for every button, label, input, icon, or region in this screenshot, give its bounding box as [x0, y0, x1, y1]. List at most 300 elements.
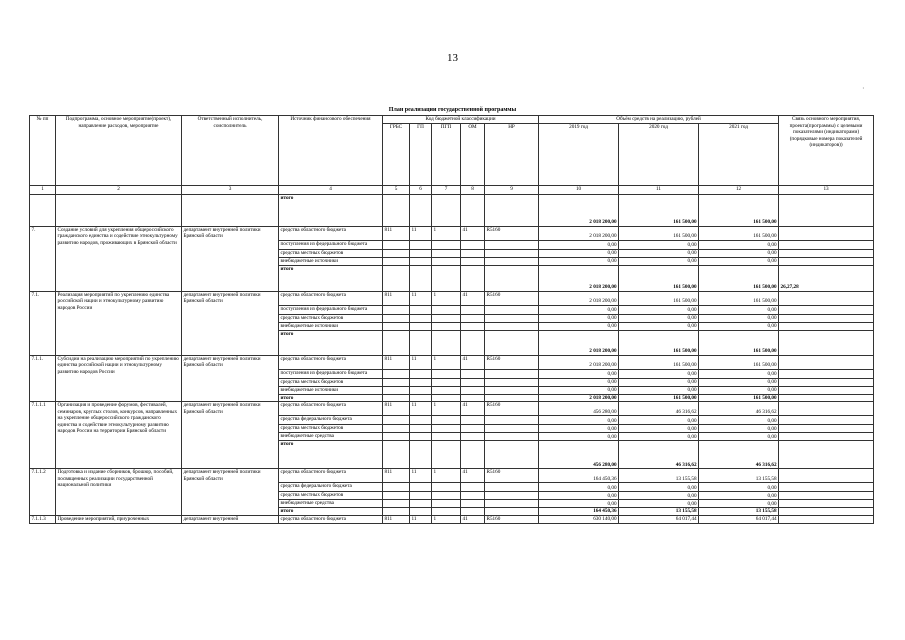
- kbk-grbs: [383, 314, 410, 322]
- indicator-link: [779, 402, 874, 416]
- total-label: итого: [279, 441, 383, 469]
- kbk-gp: [410, 425, 432, 433]
- kbk-np: [485, 425, 539, 433]
- kbk-grbs: [383, 378, 410, 386]
- value-2020: 0,00: [619, 386, 699, 394]
- value-2019: 0,00: [539, 249, 619, 257]
- page-number: 13: [447, 52, 458, 64]
- kbk-gp: 11: [410, 402, 432, 416]
- kbk-empty: [432, 330, 461, 355]
- kbk-empty: [432, 441, 461, 469]
- kbk-np: R5160: [485, 291, 539, 305]
- kbk-grbs: [383, 240, 410, 249]
- measure-name: Подготовка и издание сборников, брошюр, пособий, посвященных реализации государственной национальной политики: [56, 469, 182, 516]
- funding-source: средства федерального бюджета: [279, 483, 383, 492]
- indicator-link: 26,27,28: [779, 265, 874, 291]
- kbk-gp: [410, 416, 432, 425]
- kbk-pgp: [432, 492, 461, 500]
- kbk-pgp: [432, 257, 461, 265]
- kbk-grbs: 811: [383, 291, 410, 305]
- total-2020: 13 155,58: [619, 508, 699, 516]
- header-source: Источник финансового обеспечения: [279, 116, 383, 186]
- value-2020: 0,00: [619, 433, 699, 441]
- column-number: 3: [182, 185, 279, 194]
- value-2020: 0,00: [619, 492, 699, 500]
- value-2020: 0,00: [619, 240, 699, 249]
- kbk-gp: [410, 492, 432, 500]
- kbk-om: 41: [461, 291, 485, 305]
- value-2020: 0,00: [619, 322, 699, 330]
- kbk-om: [461, 416, 485, 425]
- value-2020: 0,00: [619, 369, 699, 378]
- column-number: 9: [485, 185, 539, 194]
- funding-source: средства областного бюджета: [279, 226, 383, 240]
- kbk-empty: [485, 265, 539, 291]
- kbk-om: 41: [461, 226, 485, 240]
- kbk-gp: [410, 240, 432, 249]
- kbk-pgp: 1: [432, 226, 461, 240]
- value-2021: 0,00: [699, 322, 779, 330]
- kbk-om: [461, 386, 485, 394]
- value-2020: 46 316,62: [619, 402, 699, 416]
- table-row: [30, 291, 874, 305]
- row-number: 7.: [30, 226, 56, 291]
- indicator-link: [779, 369, 874, 378]
- measure-name: Создание условий для укрепления общероссийского гражданского единства и содействие этнокультурному развитию народов, проживающих в Брянской области: [56, 226, 182, 291]
- value-2021: 13 155,58: [699, 469, 779, 483]
- value-2019: 0,00: [539, 416, 619, 425]
- kbk-empty: [410, 441, 432, 469]
- kbk-om: [461, 257, 485, 265]
- value-2019: 164 450,36: [539, 469, 619, 483]
- funding-source: средства областного бюджета: [279, 469, 383, 483]
- kbk-empty: [432, 394, 461, 402]
- total-label: итого: [279, 508, 383, 516]
- responsible-executor: департамент внутренней политики Брянской области: [182, 469, 279, 516]
- kbk-np: R5160: [485, 402, 539, 416]
- total-2020: 161 500,00: [619, 330, 699, 355]
- value-2020: 0,00: [619, 378, 699, 386]
- header-volume-group: Объём средств на реализацию, рублей: [539, 116, 779, 124]
- measure-name: Организация и проведение форумов, фестивалей, семинаров, круглых столов, конкурсов, направленных на укрепление общероссийского гражданского единства и содействие этнокультурному развитию народов России на территории Брянской области: [56, 402, 182, 469]
- kbk-np: [485, 369, 539, 378]
- funding-source: средства местных бюджетов: [279, 492, 383, 500]
- kbk-grbs: [383, 249, 410, 257]
- total-2019: 2 018 200,00: [539, 265, 619, 291]
- funding-source: внебюджетные средства: [279, 500, 383, 508]
- kbk-np: R5160: [485, 355, 539, 369]
- indicator-link: [779, 240, 874, 249]
- value-2021: 0,00: [699, 386, 779, 394]
- kbk-grbs: [383, 322, 410, 330]
- header-np: НР: [485, 123, 539, 185]
- funding-source: средства областного бюджета: [279, 291, 383, 305]
- kbk-om: [461, 483, 485, 492]
- column-number: 1: [30, 185, 56, 194]
- kbk-pgp: 1: [432, 469, 461, 483]
- column-number: 12: [699, 185, 779, 194]
- total-2019: 2 018 200,00: [539, 194, 619, 226]
- kbk-np: [485, 305, 539, 314]
- responsible-executor: департамент внутренней политики Брянской области: [182, 402, 279, 469]
- column-number: 13: [779, 185, 874, 194]
- kbk-empty: [383, 330, 410, 355]
- kbk-np: [485, 378, 539, 386]
- column-number: 5: [383, 185, 410, 194]
- kbk-gp: [410, 314, 432, 322]
- kbk-empty: [383, 394, 410, 402]
- kbk-np: [485, 416, 539, 425]
- last-row-np: R5160: [485, 515, 539, 523]
- kbk-empty: [461, 330, 485, 355]
- indicator-link: [779, 433, 874, 441]
- table-row: [30, 469, 874, 483]
- value-2019: 2 018 200,00: [539, 355, 619, 369]
- indicator-link: [779, 386, 874, 394]
- indicator-link: [779, 330, 874, 355]
- kbk-grbs: [383, 305, 410, 314]
- kbk-empty: [461, 441, 485, 469]
- header-2021: 2021 год: [699, 123, 779, 185]
- total-2019: 2 018 200,00: [539, 394, 619, 402]
- header-link: Связь основного мероприятия, проекта(программы) с целевыми показателями (индикаторами) (порядковые номера показателей (индикаторов)): [779, 116, 874, 186]
- kbk-gp: 11: [410, 355, 432, 369]
- kbk-empty: [432, 265, 461, 291]
- kbk-gp: [410, 369, 432, 378]
- kbk-gp: [410, 249, 432, 257]
- indicator-link: [779, 483, 874, 492]
- funding-source: средства местных бюджетов: [279, 314, 383, 322]
- kbk-empty: [432, 508, 461, 516]
- kbk-pgp: 1: [432, 291, 461, 305]
- total-2021: 161 500,00: [699, 330, 779, 355]
- last-row-pgp: 1: [432, 515, 461, 523]
- kbk-grbs: [383, 425, 410, 433]
- indicator-link: [779, 492, 874, 500]
- margin-mark: ·: [862, 84, 865, 93]
- value-2021: 0,00: [699, 378, 779, 386]
- last-row-v2021: 64 017,44: [699, 515, 779, 523]
- total-2021: 161 500,00: [699, 194, 779, 226]
- total-2021: 13 155,58: [699, 508, 779, 516]
- last-row-gp: 11: [410, 515, 432, 523]
- kbk-om: [461, 378, 485, 386]
- kbk-gp: [410, 386, 432, 394]
- value-2020: 0,00: [619, 257, 699, 265]
- funding-source: внебюджетные источники: [279, 322, 383, 330]
- kbk-np: [485, 492, 539, 500]
- indicator-link: [779, 305, 874, 314]
- value-2021: 0,00: [699, 257, 779, 265]
- kbk-om: [461, 314, 485, 322]
- kbk-np: [485, 433, 539, 441]
- kbk-np: [485, 386, 539, 394]
- value-2019: 2 018 200,00: [539, 291, 619, 305]
- last-row-executor: департамент внутренней: [182, 515, 279, 523]
- kbk-np: [485, 500, 539, 508]
- header-kbk-group: Код бюджетной классификации: [383, 116, 539, 124]
- kbk-om: [461, 433, 485, 441]
- funding-source: внебюджетные источники: [279, 257, 383, 265]
- kbk-np: [485, 322, 539, 330]
- value-2020: 0,00: [619, 314, 699, 322]
- total-2020: 161 500,00: [619, 394, 699, 402]
- value-2019: 2 018 200,00: [539, 226, 619, 240]
- responsible-executor: департамент внутренней политики Брянской области: [182, 355, 279, 402]
- value-2020: 0,00: [619, 416, 699, 425]
- indicator-link: [779, 355, 874, 369]
- kbk-np: [485, 314, 539, 322]
- indicator-link: [779, 416, 874, 425]
- responsible-executor: департамент внутренней политики Брянской области: [182, 226, 279, 291]
- kbk-grbs: 811: [383, 226, 410, 240]
- kbk-empty: [410, 265, 432, 291]
- kbk-pgp: [432, 314, 461, 322]
- indicator-link: [779, 249, 874, 257]
- table-row: [30, 355, 874, 369]
- column-number: 7: [432, 185, 461, 194]
- indicator-link: [779, 257, 874, 265]
- row-number: 7.1.: [30, 291, 56, 355]
- funding-source: средства областного бюджета: [279, 355, 383, 369]
- kbk-om: [461, 322, 485, 330]
- header-2020: 2020 год: [619, 123, 699, 185]
- kbk-empty: [383, 441, 410, 469]
- kbk-pgp: [432, 240, 461, 249]
- kbk-grbs: [383, 369, 410, 378]
- funding-source: средства местных бюджетов: [279, 378, 383, 386]
- funding-source: внебюджетные источники: [279, 386, 383, 394]
- column-number: 11: [619, 185, 699, 194]
- kbk-empty: [485, 394, 539, 402]
- total-2021: 161 500,00: [699, 265, 779, 291]
- indicator-link: [779, 425, 874, 433]
- plan-title: План реализации государственной программы: [388, 107, 517, 113]
- column-number: 6: [410, 185, 432, 194]
- funding-source: средства федерального бюджета: [279, 416, 383, 425]
- row-number: 7.1.1.1: [30, 402, 56, 469]
- kbk-gp: 11: [410, 226, 432, 240]
- value-2021: 0,00: [699, 433, 779, 441]
- table-row: [30, 402, 874, 416]
- kbk-om: [461, 249, 485, 257]
- kbk-om: 41: [461, 355, 485, 369]
- kbk-np: [485, 240, 539, 249]
- value-2020: 0,00: [619, 305, 699, 314]
- kbk-pgp: [432, 483, 461, 492]
- kbk-grbs: [383, 483, 410, 492]
- total-label: итого: [279, 265, 383, 291]
- kbk-pgp: 1: [432, 355, 461, 369]
- value-2020: 161 500,00: [619, 226, 699, 240]
- funding-source: внебюджетные средства: [279, 433, 383, 441]
- value-2021: 161 500,00: [699, 355, 779, 369]
- value-2020: 161 500,00: [619, 355, 699, 369]
- value-2021: 0,00: [699, 425, 779, 433]
- table-row: [30, 515, 874, 523]
- value-2021: 46 316,62: [699, 402, 779, 416]
- value-2019: 0,00: [539, 378, 619, 386]
- value-2019: 0,00: [539, 257, 619, 265]
- value-2019: 0,00: [539, 314, 619, 322]
- value-2020: 13 155,58: [619, 469, 699, 483]
- kbk-om: [461, 500, 485, 508]
- kbk-np: [485, 249, 539, 257]
- total-2020: 161 500,00: [619, 194, 699, 226]
- header-pgp: ПГП: [432, 123, 461, 185]
- kbk-om: 41: [461, 469, 485, 483]
- kbk-empty: [461, 394, 485, 402]
- header-2019: 2019 год: [539, 123, 619, 185]
- kbk-grbs: [383, 433, 410, 441]
- kbk-grbs: 811: [383, 402, 410, 416]
- kbk-pgp: 1: [432, 402, 461, 416]
- plan-table: [29, 115, 874, 524]
- kbk-pgp: [432, 386, 461, 394]
- value-2019: 0,00: [539, 425, 619, 433]
- kbk-pgp: [432, 425, 461, 433]
- kbk-om: [461, 369, 485, 378]
- header-grbs: ГРБС: [383, 123, 410, 185]
- total-2019: 2 018 200,00: [539, 330, 619, 355]
- kbk-gp: [410, 257, 432, 265]
- kbk-om: [461, 240, 485, 249]
- indicator-link: [779, 500, 874, 508]
- value-2019: 0,00: [539, 322, 619, 330]
- total-label: итого: [279, 394, 383, 402]
- kbk-pgp: [432, 416, 461, 425]
- indicator-link: [779, 322, 874, 330]
- row-number: 7.1.1.: [30, 355, 56, 402]
- indicator-link: [779, 394, 874, 402]
- column-number: 10: [539, 185, 619, 194]
- kbk-empty: [410, 330, 432, 355]
- last-row-v2020: 64 017,44: [619, 515, 699, 523]
- kbk-empty: [485, 330, 539, 355]
- kbk-grbs: 811: [383, 355, 410, 369]
- kbk-grbs: [383, 257, 410, 265]
- value-2019: 456 280,00: [539, 402, 619, 416]
- kbk-pgp: [432, 322, 461, 330]
- funding-source: средства местных бюджетов: [279, 249, 383, 257]
- total-2021: 161 500,00: [699, 394, 779, 402]
- column-number: 4: [279, 185, 383, 194]
- kbk-empty: [410, 508, 432, 516]
- kbk-np: [485, 257, 539, 265]
- kbk-pgp: [432, 378, 461, 386]
- value-2021: 0,00: [699, 240, 779, 249]
- value-2019: 0,00: [539, 305, 619, 314]
- table-row: [30, 226, 874, 240]
- total-2020: 46 316,62: [619, 441, 699, 469]
- kbk-empty: [383, 508, 410, 516]
- last-row-num: 7.1.1.3: [30, 515, 56, 523]
- value-2021: 161 500,00: [699, 291, 779, 305]
- total-2019: 164 450,36: [539, 508, 619, 516]
- responsible-executor: департамент внутренней политики Брянской области: [182, 291, 279, 355]
- last-row-name: Проведение мероприятий, приуроченных: [56, 515, 182, 523]
- last-row-om: 41: [461, 515, 485, 523]
- value-2021: 161 500,00: [699, 226, 779, 240]
- value-2020: 161 500,00: [619, 291, 699, 305]
- kbk-gp: [410, 483, 432, 492]
- kbk-empty: [485, 441, 539, 469]
- value-2021: 0,00: [699, 305, 779, 314]
- value-2019: 0,00: [539, 240, 619, 249]
- header-num: № пп: [30, 116, 56, 186]
- kbk-grbs: [383, 386, 410, 394]
- indicator-link: [779, 378, 874, 386]
- header-gp: ГП: [410, 123, 432, 185]
- value-2021: 0,00: [699, 369, 779, 378]
- measure-name: Реализация мероприятий по укреплению единства российской нации и этнокультурному развитию народов России: [56, 291, 182, 355]
- column-numbers-row: [30, 185, 874, 194]
- value-2020: 0,00: [619, 425, 699, 433]
- value-2020: 0,00: [619, 483, 699, 492]
- kbk-om: 41: [461, 402, 485, 416]
- kbk-gp: 11: [410, 291, 432, 305]
- kbk-grbs: [383, 416, 410, 425]
- total-label: итого: [279, 330, 383, 355]
- kbk-gp: 11: [410, 469, 432, 483]
- value-2019: 0,00: [539, 483, 619, 492]
- kbk-om: [461, 425, 485, 433]
- funding-source: средства областного бюджета: [279, 402, 383, 416]
- indicator-link: [779, 226, 874, 240]
- last-row-source: средства областного бюджета: [279, 515, 383, 523]
- kbk-grbs: 811: [383, 469, 410, 483]
- funding-source: поступления из федерального бюджета: [279, 240, 383, 249]
- header-om: ОМ: [461, 123, 485, 185]
- value-2021: 0,00: [699, 483, 779, 492]
- value-2019: 0,00: [539, 369, 619, 378]
- value-2019: 0,00: [539, 433, 619, 441]
- kbk-pgp: [432, 369, 461, 378]
- indicator-link: [779, 441, 874, 469]
- total-2021: 46 316,62: [699, 441, 779, 469]
- kbk-gp: [410, 433, 432, 441]
- total-2020: 161 500,00: [619, 265, 699, 291]
- kbk-np: R5160: [485, 226, 539, 240]
- value-2021: 0,00: [699, 416, 779, 425]
- top-total-row: [30, 194, 874, 226]
- kbk-empty: [461, 265, 485, 291]
- total-label: итого: [279, 194, 383, 226]
- kbk-empty: [461, 508, 485, 516]
- indicator-link: [779, 314, 874, 322]
- column-number: 8: [461, 185, 485, 194]
- value-2021: 0,00: [699, 500, 779, 508]
- value-2019: 0,00: [539, 492, 619, 500]
- indicator-link: [779, 469, 874, 483]
- value-2020: 0,00: [619, 500, 699, 508]
- value-2021: 0,00: [699, 249, 779, 257]
- kbk-empty: [410, 394, 432, 402]
- funding-source: средства местных бюджетов: [279, 425, 383, 433]
- last-row-v2019: 630 140,00: [539, 515, 619, 523]
- header-name: Подпрограмма, основное мероприятие(проект), направление расходов, мероприятие: [56, 116, 182, 186]
- last-row-grbs: 811: [383, 515, 410, 523]
- header-executor: Ответственный исполнитель, соисполнитель: [182, 116, 279, 186]
- indicator-link: [779, 515, 874, 523]
- kbk-np: R5160: [485, 469, 539, 483]
- kbk-pgp: [432, 433, 461, 441]
- kbk-gp: [410, 322, 432, 330]
- row-number: 7.1.1.2: [30, 469, 56, 516]
- funding-source: поступления из федерального бюджета: [279, 305, 383, 314]
- kbk-np: [485, 483, 539, 492]
- kbk-gp: [410, 378, 432, 386]
